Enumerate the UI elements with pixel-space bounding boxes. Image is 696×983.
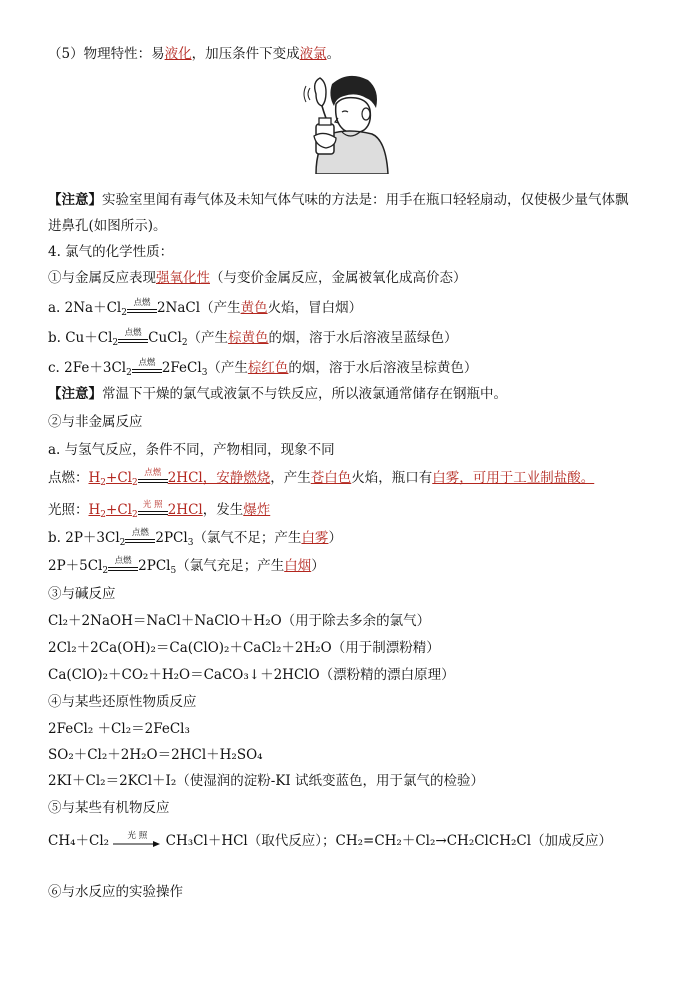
ignite-arrow [108,557,138,577]
text: ②与非金属反应 [48,414,143,430]
text: 2NaCl [156,300,201,316]
ignite-arrow [118,329,148,349]
text: +Cl [106,470,132,486]
ignite-arrow [132,359,162,379]
highlight-white-mist: 白雾 [301,530,329,546]
text: 光照： [48,502,89,518]
text: （与变价金属反应，金属被氧化成高价态） [210,270,467,286]
text: （产生 [187,330,229,346]
reducing-heading [48,692,197,712]
text: a. 与氢气反应，条件不同，产物相同，现象不同 [48,442,335,458]
highlight-white-mist: 白雾，可用于工业制盐酸。 [432,470,595,486]
text: ⑥与水反应的实验操作 [48,884,183,900]
text: ①与金属反应表现 [48,270,156,286]
water-reaction-heading [48,882,183,902]
text: CH₄＋Cl₂ [48,833,110,849]
reducing-eq-3 [48,771,484,791]
text: 常温下干燥的氯气或液氯不与铁反应，所以液氯通常储存在钢瓶中。 [102,386,507,402]
condition-label: 点燃 [133,297,151,308]
text: 火焰，冒白烟） [267,300,363,316]
text: （氯气不足；产生 [193,530,302,546]
text: 。 [326,46,341,62]
text: 2FeCl [161,360,202,376]
note-iron-storage [48,384,507,404]
hydrogen-reaction-intro [48,440,335,460]
text: （产生 [200,300,241,316]
ignition-line: 点燃：$H_2+Cl_2$ 点燃 2HCl，安静燃烧，产生苍白色火焰，瓶口有白雾，可用于工业制盐酸。 [48,467,595,488]
text: H [88,470,101,486]
highlight-pale-white: 苍白色 [310,470,352,486]
text: +Cl [106,502,132,518]
text: ） [328,530,342,546]
highlight-explosion: 爆炸 [243,502,271,518]
note-tag: 【注意】 [48,192,102,208]
highlight-white-smoke: 白烟 [284,558,312,574]
highlight-strong-oxidizing: 强氧化性 [156,270,210,286]
text: 火焰，瓶口有 [351,470,433,486]
ignite-arrow [127,299,157,319]
text: 2P＋5Cl [48,558,103,574]
note-tag: 【注意】 [48,386,102,402]
text: ，发生 [202,502,244,518]
text: 2PCl [138,558,171,574]
text: CH₃Cl＋HCl（取代反应）；CH₂=CH₂＋Cl₂→CH₂ClCH₂Cl（加成反应） [165,833,613,849]
text: 的烟，溶于水后溶液呈蓝绿色） [268,330,458,346]
cu-reaction-line: b. $Cu+Cl_2$ 点燃 CuCl$_2$（产生棕黄色的烟，溶于水后溶液呈蓝绿色） [48,327,458,348]
text: ，产生 [270,470,311,486]
text: 2PCl [155,530,188,546]
light-arrow [138,501,168,521]
section-4-heading [48,242,173,262]
ignite-arrow [138,469,168,489]
note-smell-method-2 [48,216,167,236]
base-eq-1 [48,611,430,631]
text: ④与某些还原性物质反应 [48,694,197,710]
condition-label: 点燃 [144,467,162,478]
phosphorus-limited-line: b. $2P+3Cl_2$ 点燃 2PCl$_3$（氯气不足；产生白雾） [48,527,342,548]
text: b. Cu＋Cl [48,330,113,346]
note-smell-method-1 [48,190,629,210]
fe-reaction-line: c. $2Fe+3Cl_2$ 点燃 2FeCl$_3$（产生棕红色的烟，溶于水后溶液呈棕黄色） [48,357,478,378]
text: 2HCl [167,502,203,518]
light-line: 光照：$H_2+Cl_2$ 光 照 2HCl，发生爆炸 [48,499,271,520]
text: （产生 [207,360,248,376]
organic-eq [48,831,612,852]
text: （氯气充足；产生 [176,558,285,574]
condition-label: 点燃 [114,555,132,566]
phosphorus-excess-line: $2P+5Cl_2$ 点燃 2PCl$_5$（氯气充足；产生白烟） [48,555,325,576]
ignite-arrow [125,529,155,549]
text: Ca(ClO)₂＋CO₂＋H₂O＝CaCO₃↓＋2HClO（漂粉精的漂白原理） [48,667,455,683]
highlight-yellow: 黄色 [240,300,268,316]
na-reaction-line: a. $2Na+Cl_2$ 点燃 2NaCl（产生黄色火焰，冒白烟） [48,297,363,318]
text: CuCl [148,330,182,346]
smelling-gas-illustration [302,70,394,174]
text: 2FeCl₂ ＋Cl₂＝2FeCl₃ [48,721,190,737]
text: 2Cl₂＋2Ca(OH)₂＝Ca(ClO)₂＋CaCl₂＋2H₂O（用于制漂粉精） [48,640,440,656]
text: c. 2Fe＋3Cl [48,360,127,376]
text: a. 2Na＋Cl [48,300,122,316]
condition-label: 点燃 [124,327,142,338]
text: 的烟，溶于水后溶液呈棕黄色） [288,360,478,376]
text: ⑤与某些有机物反应 [48,800,170,816]
metal-reaction-heading [48,268,467,288]
text: b. 2P＋3Cl [48,530,120,546]
highlight-liquefy: 液化 [164,46,192,62]
physical-property-line [48,44,340,64]
highlight-quiet-burning: ，安静燃烧 [202,470,271,486]
nonmetal-heading [48,412,143,432]
condition-label: 光 照 [142,499,163,510]
text: 进鼻孔(如图所示)。 [48,218,167,234]
highlight-liquid-chlorine: 液氯 [299,46,327,62]
text: Cl₂＋2NaOH＝NaCl＋NaClO＋H₂O（用于除去多余的氯气） [48,613,431,629]
condition-label: 点燃 [138,357,156,368]
text: 实验室里闻有毒气体及未知气体气味的方法是：用手在瓶口轻轻扇动，仅使极少量气体飘 [102,192,629,208]
text: SO₂＋Cl₂＋2H₂O＝2HCl＋H₂SO₄ [48,747,263,763]
base-eq-3 [48,665,455,685]
reducing-eq-2 [48,745,263,765]
organic-heading [48,798,170,818]
text: 2KI＋Cl₂＝2KCl＋I₂（使湿润的淀粉-KI 试纸变蓝色，用于氯气的检验） [48,773,485,789]
text: 点燃： [48,470,89,486]
text: ） [311,558,325,574]
condition-label: 点燃 [131,527,149,538]
text: ③与碱反应 [48,586,116,602]
text: （5）物理特性：易 [48,46,165,62]
text: 2HCl [167,470,203,486]
light-arrow [113,832,161,852]
base-eq-2 [48,638,440,658]
text: H [88,502,101,518]
highlight-brown-yellow: 棕黄色 [228,330,269,346]
reducing-eq-1 [48,719,190,739]
text: 4. 氯气的化学性质： [48,244,174,260]
text: ，加压条件下变成 [191,46,300,62]
highlight-brown-red: 棕红色 [247,360,289,376]
condition-label: 光 照 [127,830,148,841]
base-heading [48,584,116,604]
